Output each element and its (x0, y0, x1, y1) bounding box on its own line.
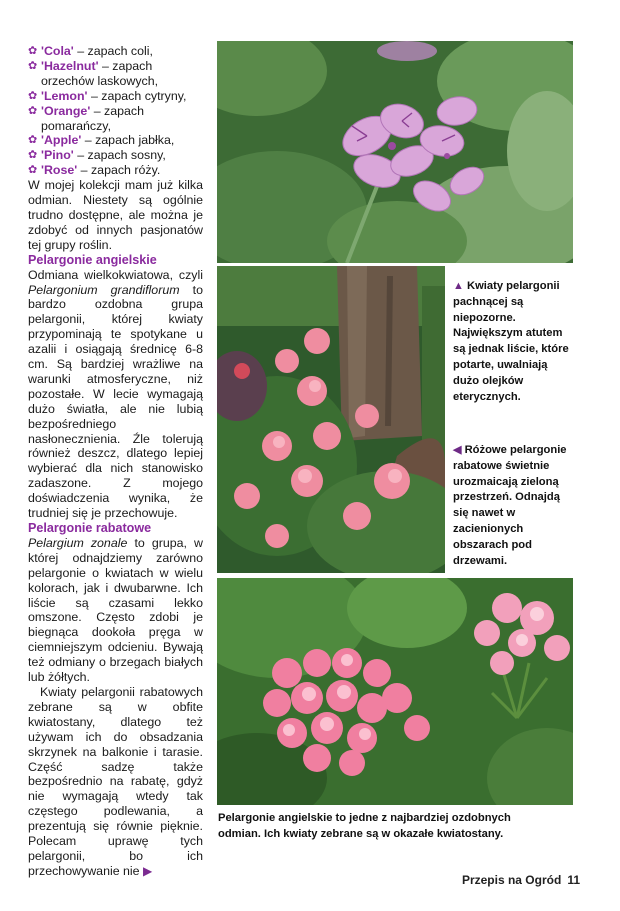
paragraph-bedding-pelargoniums: Pelargium zonale to grupa, w której odnajdziemy zarówno pelargonie o kwiatach w wielu kolorach, jak i dwubarwne. Ich liście są czasami lekko omszone. Często zdobi je biegnąca dookoła pręga w ciemniejszym odcieniu. Bywają też odmiany o brzegach białych lub żółtych. (28, 535, 203, 685)
variety-description: – zapach coli, (73, 44, 153, 58)
variety-item (28, 104, 203, 134)
page-footer (462, 873, 580, 887)
photo-english-pelargoniums (217, 578, 573, 805)
latin-name: Pelargium zonale (28, 535, 128, 550)
triangle-left-icon: ◀ (453, 444, 462, 456)
heading-bedding-pelargoniums: Pelargonie rabatowe (28, 521, 152, 535)
variety-description: – zapach pomarańczy, (41, 103, 145, 133)
magazine-title: Przepis na Ogród (461, 873, 562, 887)
variety-name: 'Rose' (41, 163, 78, 178)
variety-name: 'Lemon' (41, 88, 88, 103)
flower-bullet-icon: ✿ (28, 149, 38, 162)
variety-item (28, 44, 203, 59)
flower-bullet-icon: ✿ (28, 59, 38, 72)
photo-scented-pelargonium (217, 41, 573, 263)
flower-bullet-icon: ✿ (28, 164, 38, 177)
triangle-up-icon: ▲ (453, 280, 464, 292)
caption-scented-pelargonium: ▲ Kwiaty pelargonii pachnącej są niepozorne. Największym atutem są jednak liście, które potarte, uwalniają dużo olejków eterycznych. (453, 280, 569, 403)
variety-item (28, 148, 203, 163)
variety-description: – zapach cytryny, (87, 88, 187, 103)
flower-bullet-icon: ✿ (28, 89, 38, 102)
variety-name: 'Hazelnut' (41, 58, 99, 73)
variety-name: 'Cola' (41, 44, 74, 58)
flower-bullet-icon: ✿ (28, 45, 38, 57)
variety-item (28, 163, 203, 178)
caption-bedding-pelargonium: ◀ Różowe pelargonie rabatowe świetnie urozmaicają zieloną przestrzeń. Odnajdą się nawet w zacienionych obszarach pod drzewami. (453, 444, 567, 567)
latin-name: Pelargonium grandiflorum (28, 282, 180, 297)
variety-list (28, 44, 203, 178)
variety-description: – zapach jabłka, (81, 133, 175, 148)
paragraph-english-pelargoniums: Odmiana wielkokwiatowa, czyli Pelargonium grandiflorum to bardzo ozdobna grupa pelargonii, której kwiaty przypominają te spotykane u azalii i osiągają średnicę 6-8 cm. Są bardziej wrażliwe na warunki atmosferyczne, niż pozostałe. W lecie wymagają dużo światła, ale nie lubią bezpośredniego nasłonecznienia. Źle tolerują również deszcz, dlatego lepiej wybierać dla nich stanowisko zadaszone. Z mojego doświadczenia wynika, że trudniej się je przechowuje. (28, 267, 203, 521)
variety-description: – zapach sosny, (73, 148, 166, 163)
variety-name: 'Orange' (41, 103, 91, 118)
variety-item (28, 89, 203, 104)
article-text-column (28, 44, 203, 879)
heading-english-pelargoniums: Pelargonie angielskie (28, 252, 157, 267)
variety-description: – zapach róży. (77, 163, 161, 178)
page-number: 11 (567, 873, 580, 887)
variety-description: – zapach orzechów laskowych, (41, 58, 159, 88)
paragraph-last: Kwiaty pelargonii rabatowych zebrane są w obfite kwiatostany, dlatego też używam ich do obsadzania skrzynek na balkonie i tarasie. Część sadzę także bezpośrednio na rabatę, gdyż nie wymagają wtedy tak częstego podlewania, a prezentują się równie pięknie. Polecam uprawę tych pelargonii, bo ich przechowywanie nie ▶ (28, 684, 203, 878)
variety-name: 'Apple' (41, 133, 82, 148)
caption-english-pelargonium: Pelargonie angielskie to jedne z najbardziej ozdobnych odmian. Ich kwiaty zebrane są w okazałe kwiatostany. (218, 812, 511, 840)
photo-bedding-pelargoniums (217, 266, 445, 573)
continue-arrow-icon: ▶ (143, 863, 153, 878)
variety-item (28, 59, 203, 89)
flower-bullet-icon: ✿ (28, 104, 38, 117)
paragraph-collection: W mojej kolekcji mam już kilka odmian. Niestety są ogólnie trudno dostępne, ale można je zdobyć od innych pasjonatów tej grupy roślin. (28, 178, 203, 252)
variety-name: 'Pino' (41, 148, 74, 163)
variety-item (28, 133, 203, 148)
flower-bullet-icon: ✿ (28, 134, 38, 147)
